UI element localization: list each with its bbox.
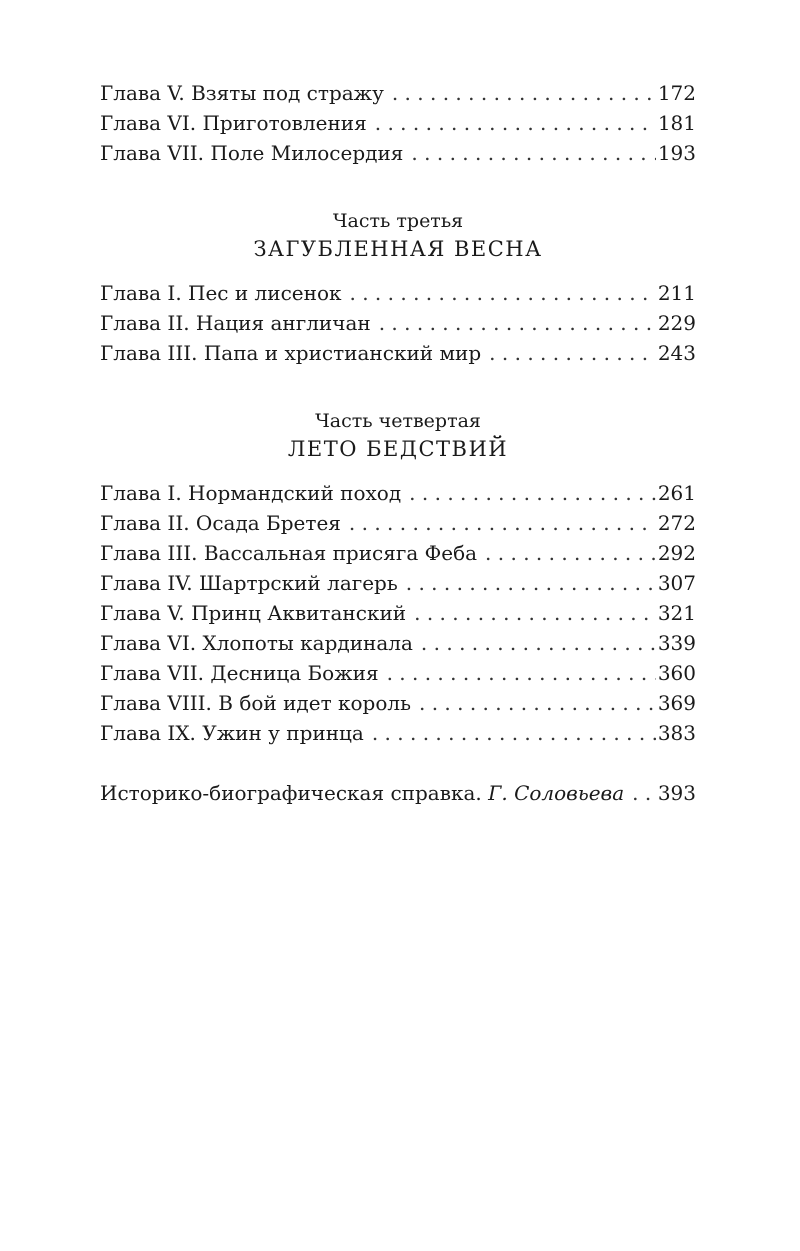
toc-entry[interactable] — [100, 598, 696, 628]
toc-entry-page: 272 — [657, 511, 696, 535]
afterword-author: Г. Соловьева — [488, 781, 625, 805]
part-label: Часть четвертая — [315, 410, 481, 432]
dot-leader — [411, 138, 655, 168]
toc-entry[interactable] — [100, 338, 696, 368]
dot-leader — [387, 658, 656, 688]
dot-leader — [485, 538, 656, 568]
toc-entry-page: 383 — [657, 721, 696, 745]
dot-leader — [632, 778, 656, 808]
part-title: ЗАГУБЛЕННАЯ ВЕСНА — [253, 237, 543, 261]
toc-entry-page: 243 — [657, 341, 696, 365]
toc-entry-title: Глава V. Принц Аквитанский — [100, 601, 407, 625]
dot-leader — [379, 308, 656, 338]
toc-entry-page: 211 — [657, 281, 696, 305]
dot-leader — [406, 568, 656, 598]
dot-leader — [349, 508, 656, 538]
toc-entry-page: 321 — [657, 601, 696, 625]
part-label: Часть третья — [332, 210, 464, 232]
toc-entry-page: 229 — [657, 311, 696, 335]
toc-entry[interactable] — [100, 138, 696, 168]
toc-entry[interactable] — [100, 538, 696, 568]
toc-entry[interactable] — [100, 508, 696, 538]
toc-entry-page: 172 — [657, 81, 696, 105]
toc-entry-title: Глава VIII. В бой идет король — [100, 691, 411, 715]
toc-entry-title: Глава VI. Приготовления — [100, 111, 367, 135]
toc-entry-title: Глава III. Вассальная присяга Феба — [100, 541, 478, 565]
toc-entry[interactable] — [100, 308, 696, 338]
toc-entry-page: 307 — [657, 571, 696, 595]
toc-entry-title — [100, 778, 624, 808]
toc-entry[interactable] — [100, 108, 696, 138]
table-of-contents — [100, 78, 696, 808]
toc-entry-page: 181 — [657, 111, 696, 135]
toc-entry-page: 369 — [657, 691, 696, 715]
toc-group-top — [100, 78, 696, 168]
afterword-title: Историко-биографическая справка. — [100, 781, 482, 805]
dot-leader — [419, 688, 656, 718]
dot-leader — [350, 278, 656, 308]
toc-group-part-three — [100, 278, 696, 368]
toc-entry-page: 193 — [657, 141, 696, 165]
dot-leader — [392, 78, 656, 108]
toc-entry-title: Глава IV. Шартрский лагерь — [100, 571, 398, 595]
toc-entry-title: Глава III. Папа и христианский мир — [100, 341, 482, 365]
toc-entry-page: 339 — [657, 631, 696, 655]
toc-entry[interactable] — [100, 718, 696, 748]
dot-leader — [409, 478, 656, 508]
toc-entry-page: 360 — [657, 661, 696, 685]
toc-entry-title: Глава VI. Хлопоты кардинала — [100, 631, 413, 655]
toc-entry[interactable] — [100, 568, 696, 598]
dot-leader — [375, 108, 656, 138]
part-title: ЛЕТО БЕДСТВИЙ — [287, 437, 509, 461]
toc-entry-title: Глава VII. Поле Милосердия — [100, 141, 404, 165]
dot-leader — [421, 628, 656, 658]
toc-entry-title: Глава IX. Ужин у принца — [100, 721, 364, 745]
toc-entry[interactable] — [100, 478, 696, 508]
toc-entry-title: Глава II. Осада Бретея — [100, 511, 341, 535]
toc-entry[interactable] — [100, 278, 696, 308]
dot-leader — [414, 598, 656, 628]
toc-entry-title: Глава I. Нормандский поход — [100, 481, 402, 505]
toc-entry-title: Глава VII. Десница Божия — [100, 661, 379, 685]
toc-entry-title: Глава V. Взяты под стражу — [100, 81, 384, 105]
toc-entry[interactable] — [100, 688, 696, 718]
toc-entry-page: 261 — [657, 481, 696, 505]
toc-entry[interactable] — [100, 628, 696, 658]
toc-entry-afterword[interactable] — [100, 778, 696, 808]
toc-entry[interactable] — [100, 78, 696, 108]
dot-leader — [372, 718, 656, 748]
part-three-header — [100, 208, 696, 264]
toc-entry-page: 393 — [657, 781, 696, 805]
dot-leader — [489, 338, 656, 368]
toc-entry-page: 292 — [657, 541, 696, 565]
toc-entry[interactable] — [100, 658, 696, 688]
toc-entry-title: Глава II. Нация англичан — [100, 311, 371, 335]
toc-entry-title: Глава I. Пес и лисенок — [100, 281, 342, 305]
toc-group-part-four — [100, 478, 696, 748]
part-four-header — [100, 408, 696, 464]
